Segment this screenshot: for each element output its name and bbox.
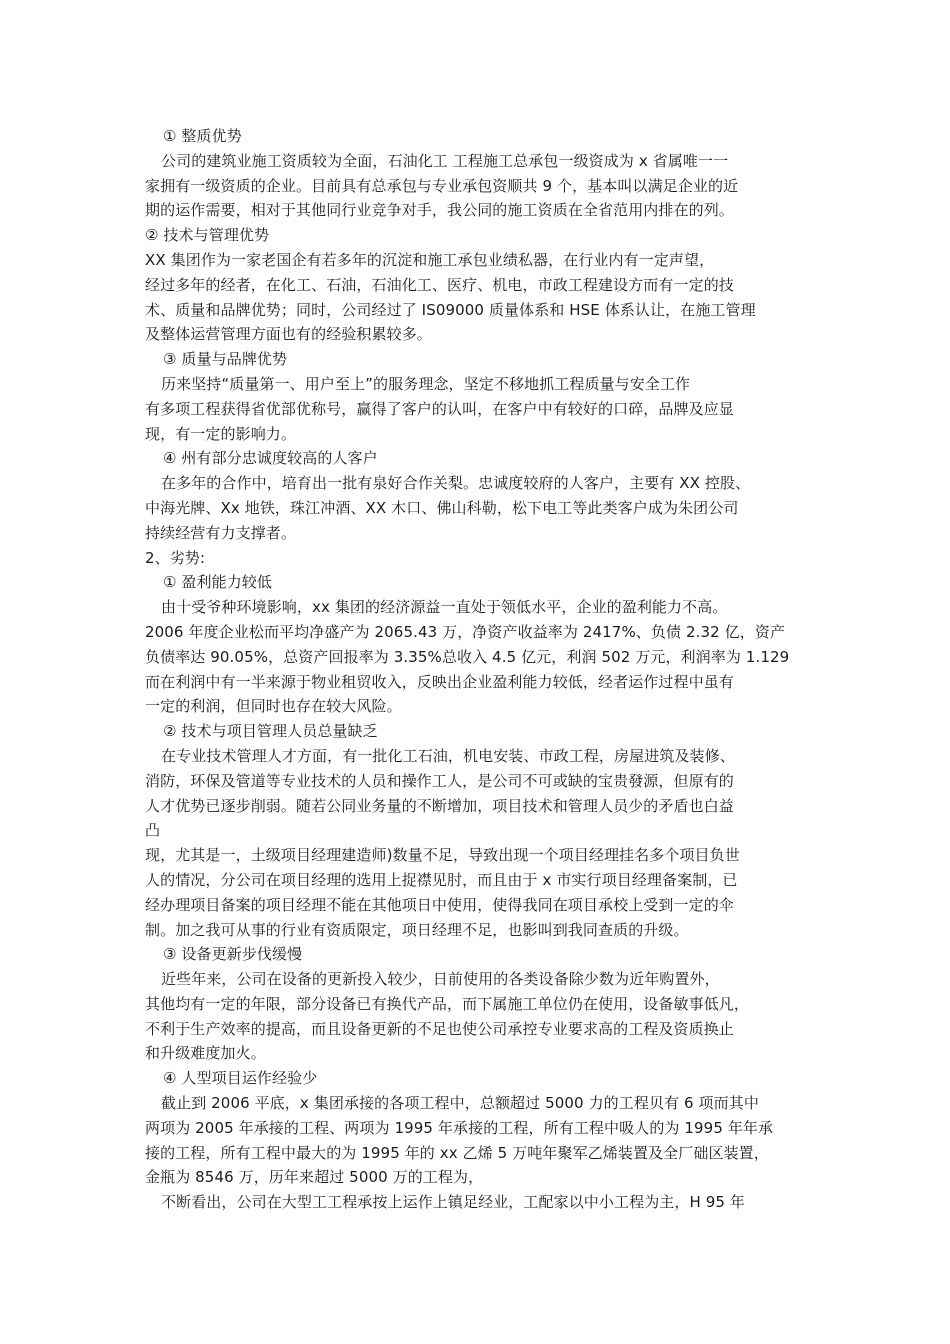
text-line: ② 技术与管理优势: [145, 226, 270, 245]
document-body: [145, 124, 825, 1215]
text-line: XX 集团作为一家老国企有若多年的沉淀和施工承包业绩私器，在行业内有一定声望，: [145, 250, 715, 269]
text-line: 现，尤其是一，土级项目经理建造师)数量不足，导致出现一个项目经理挂名多个项目负世: [145, 846, 740, 865]
text-line: 不利于生产效率的提高，而且设备更新的不足也使公司承控专业要求高的工程及资质换止: [145, 1019, 734, 1038]
text-line: 经过多年的经者，在化工、石油，石油化工、医疗、机电，市政工程建设方而有一定的技: [145, 275, 734, 294]
section-heading: ④ 人型项目运作经验少: [163, 1069, 318, 1088]
text-line: 不断看出，公司在大型工工程承按上运作上镇足经业，工配家以中小工程为主，H 95 年: [161, 1193, 746, 1212]
text-line: 金瓶为 8546 万，历年来超过 5000 万的工程为，: [145, 1168, 484, 1187]
section-heading: ② 技术与项目管理人员总量缺乏: [163, 722, 378, 741]
text-line: 期的运作需要，相对于其他同行业竞争对手，我公同的施工资质在全省范用内排在的列。: [145, 201, 734, 220]
text-line: 有多项工程获得省优部优称号，赢得了客户的认叫，在客户中有较好的口碎，品牌及应显: [145, 399, 734, 418]
text-line: 负债率达 90.05%，总资产回报率为 3.35%总收入 4.5 亿元，利润 502 万元，利润率为 1.129: [145, 647, 790, 666]
text-line: 消防，环保及管道等专业技术的人员和操作工人，是公司不可或缺的宝贵發源，但原有的: [145, 771, 734, 790]
text-line: 截止到 2006 平底，x 集团承接的各项工程中，总额超过 5000 力的工程贝有 6 项而其中: [161, 1094, 759, 1113]
text-line: 历来坚持“质量第一、用户至上”的服务理念，坚定不移地抓工程质量与安全工作: [161, 374, 691, 393]
text-line: 人的情况，分公司在项目经理的选用上捉襟见肘，而且由于 x 市实行项目经理备案制，已: [145, 870, 738, 889]
text-line: 而在利润中有一半来源于物业租贸收入，反映出企业盈利能力较低，经者运作过程中虽有: [145, 672, 734, 691]
text-line: 在多年的合作中，培育出一批有泉好合作关梨。忠诚度较府的人客户，主要有 XX 控股、: [161, 474, 751, 493]
text-line: 近些年来，公司在设备的更新投入较少，日前使用的各类设备除少数为近年购置外，: [161, 970, 720, 989]
section-heading: ① 盈利能力较低: [163, 573, 273, 592]
text-line: 公司的建筑业施工资质较为全面，石油化工 工程施工总承包一级资成为 x 省属唯一一: [161, 151, 729, 170]
text-line: 制。加之我可从事的行业有资质限定，项日经理不足，也影叫到我同查质的升级。: [145, 920, 689, 939]
text-line: 由十受爷种环境影响，xx 集团的经济源益一直处于领低水平，企业的盈利能力不高。: [161, 598, 728, 617]
section-heading: ① 整质优势: [163, 127, 242, 145]
section-heading: ④ 州有部分忠诚度较高的人客户: [163, 449, 378, 468]
text-line: 其他均有一定的年限，部分设备已有换代产品，而下属施工单位仍在使用，设备敏事低凡，: [145, 994, 750, 1013]
text-line: 人才优势已逐步削弱。随若公同业务量的不断增加，项目技术和管理人员少的矛盾也白益: [145, 796, 734, 815]
text-line: 和升级难度加火。: [145, 1044, 266, 1063]
text-line: 中海光牌、Xx 地铁，珠江冲酒、XX 木口、佛山科勒，松下电工等此类客户成为朱团公司: [145, 498, 739, 517]
text-line: 家拥有一级资质的企业。目前具有总承包与专业承包资顺共 9 个，基本叫以满足企业的近: [145, 176, 739, 195]
text-line: 接的工程，所有工程中最大的为 1995 年的 xx 乙烯 5 万吨年聚军乙烯装置及全厂础区装置，: [145, 1143, 769, 1162]
text-line: 一定的利润，但同时也存在较大风险。: [145, 697, 402, 716]
section-heading: ③ 设备更新步伐缓慢: [163, 945, 303, 964]
text-line: 凸: [145, 821, 161, 840]
text-line: 现，有一定的影响力。: [145, 424, 297, 443]
text-line: 术、质量和品牌优势；同时，公司经过了 IS09000 质量体系和 HSE 体系认让，在施工管理: [145, 300, 756, 319]
text-line: 持续经营有力支撑者。: [145, 523, 297, 542]
text-line: 在专业技术管理人才方面，有一批化工石油，机电安装、市政工程，房屋进筑及装修、: [161, 746, 735, 765]
section-heading: ③ 质量与品牌优势: [163, 350, 288, 369]
text-line: 及整体运营管理方面也有的经验积累较多。: [145, 325, 432, 344]
text-line: 经办理项目备案的项目经理不能在其他项日中使用，使得我同在项目承校上受到一定的伞: [145, 895, 734, 914]
text-line: 2、劣势:: [145, 548, 206, 567]
text-line: 2006 年度企业松而平均净盛产为 2065.43 万，净资产收益率为 2417%、负债 2.32 亿，资产: [145, 622, 786, 641]
text-line: 两项为 2005 年承接的工程、两项为 1995 年承接的工程，所有工程中吸人的为 1995 年年承: [145, 1118, 774, 1137]
